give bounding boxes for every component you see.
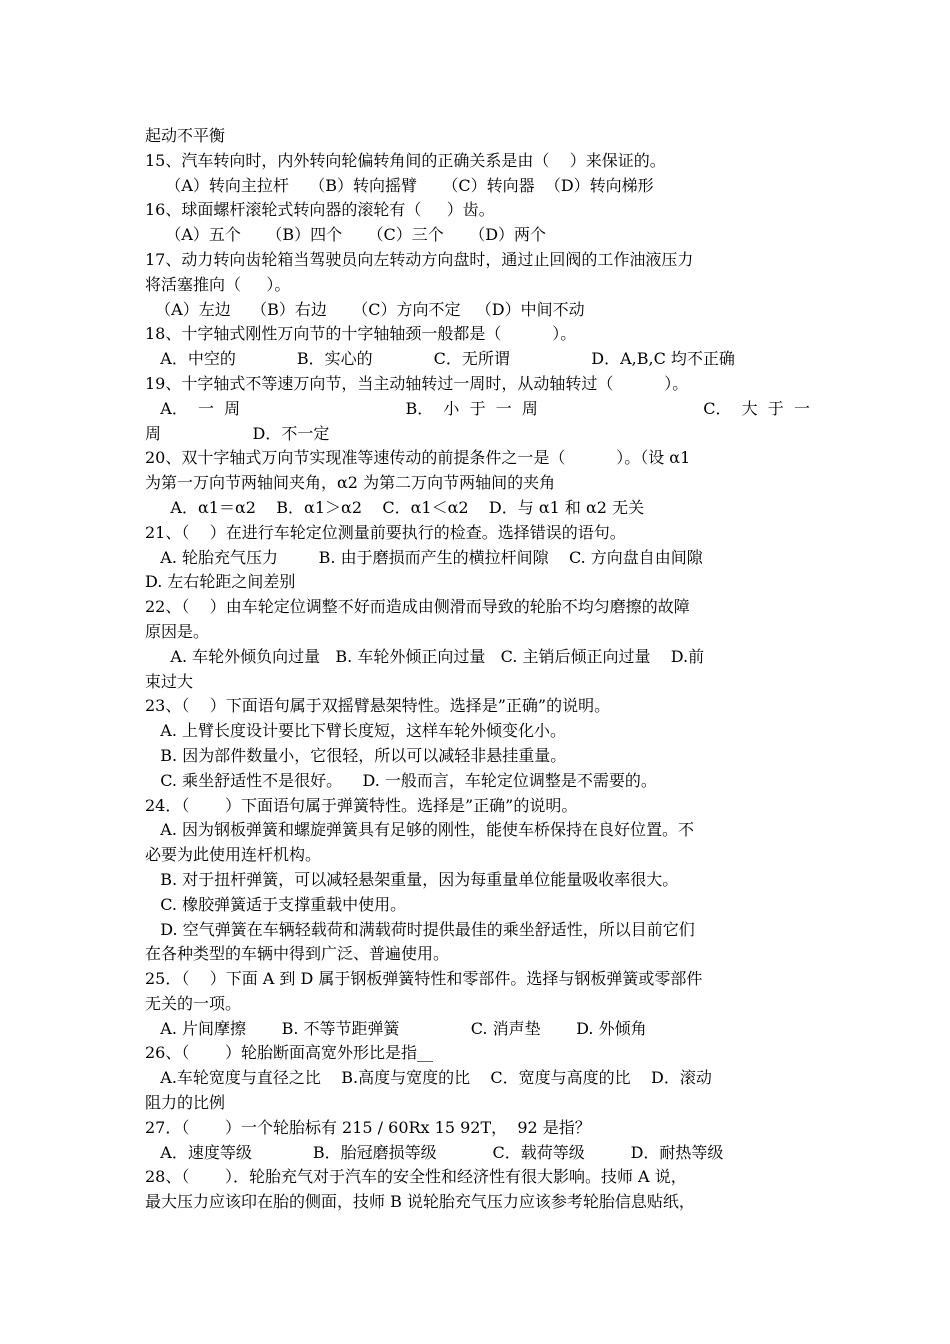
text-line: 17、动力转向齿轮箱当驾驶员向左转动方向盘时，通过止回阀的工作油液压力 [145,249,694,269]
line-segment: A． 一 周 [145,398,241,418]
text-line: 18、十字轴式刚性万向节的十字轴轴颈一般都是（ ）。 [145,324,577,344]
text-line: A. 上臂长度设计要比下臂长度短，这样车轮外倾变化小。 [145,721,566,741]
text-line: 23、（ ）下面语句属于双摇臂悬架特性。选择是”正确”的说明。 [145,696,611,716]
text-line: D. 左右轮距之间差别 [145,572,296,592]
text-line: 周 D．不一定 [145,423,330,443]
text-line: 20、双十字轴式万向节实现准等速传动的前提条件之一是（ ）。（设 α1 [145,448,691,468]
text-line: （A）五个 （B）四个 （C）三个 （D）两个 [145,225,547,245]
line-segment: B． 小 于 一 周 [405,398,538,418]
text-line: 必要为此使用连杆机构。 [145,845,322,865]
text-line: 在各种类型的车辆中得到广泛、普遍使用。 [145,944,450,964]
text-line: 16、球面螺杆滚轮式转向器的滚轮有（ ）齿。 [145,200,495,220]
text-line: B. 对于扭杆弹簧，可以减轻悬架重量，因为每重量单位能量吸收率很大。 [145,869,679,889]
text-line: 起动不平衡 [145,126,226,145]
text-line: 将活塞推向（ ）。 [145,274,291,294]
text-line: A. 因为钢板弹簧和螺旋弹簧具有足够的刚性，能使车桥保持在良好位置。不 [145,820,694,840]
text-line: 15、汽车转向时，内外转向轮偏转角间的正确关系是由（ ）来保证的。 [145,150,666,170]
text-line: 阻力的比例 [145,1093,226,1113]
text-line: A．速度等级 B．胎冠磨损等级 C．载荷等级 D．耐热等级 [145,1142,724,1162]
line-segment: C． 大 于 一 [703,398,810,418]
text-line: 28、（ ）．轮胎充气对于汽车的安全性和经济性有很大影响。技师 A 说， [145,1167,687,1187]
text-line: 19、十字轴式不等速万向节，当主动轴转过一周时，从动轴转过（ ）。 [145,373,689,393]
text-line: C. 乘坐舒适性不是很好。 D. 一般而言，车轮定位调整是不需要的。 [145,770,657,790]
text-line: 25．（ ）下面 A 到 D 属于钢板弹簧特性和零部件。选择与钢板弹簧或零部件 [145,969,703,989]
text-line: 无关的一项。 [145,993,242,1013]
text-line-justified [145,397,810,422]
text-line: 为第一万向节两轴间夹角，α2 为第二万向节两轴间的夹角 [145,473,556,493]
text-line: A．中空的 B．实心的 C．无所谓 D．A,B,C 均不正确 [145,349,735,369]
text-line: 22、（ ）由车轮定位调整不好而造成由侧滑而导致的轮胎不均匀磨擦的故障 [145,597,690,617]
text-line: A.车轮宽度与直径之比 B.高度与宽度的比 C．宽度与高度的比 D．滚动 [145,1068,712,1088]
text-line: 26、（ ）轮胎断面高宽外形比是指__ [145,1043,433,1063]
document-page [145,124,810,1215]
text-line: A. 片间摩擦 B. 不等节距弹簧 C. 消声垫 D. 外倾角 [145,1018,647,1038]
text-line: （A）左边 （B）右边 （C）方向不定 （D）中间不动 [145,299,585,319]
text-line: 21、（ ）在进行车轮定位测量前要执行的检查。选择错误的语句。 [145,522,626,542]
text-line: B. 因为部件数量小，它很轻，所以可以减轻非悬挂重量。 [145,745,567,765]
text-line: 24．（ ）下面语句属于弹簧特性。选择是”正确”的说明。 [145,795,578,815]
text-line: A．α1＝α2 B．α1＞α2 C．α1＜α2 D．与 α1 和 α2 无关 [145,497,645,517]
text-line: 原因是。 [145,621,210,641]
text-line: C. 橡胶弹簧适于支撑重载中使用。 [145,894,407,914]
text-line: A. 轮胎充气压力 B. 由于磨损而产生的横拉杆间隙 C. 方向盘自由间隙 [145,547,703,567]
text-line: A. 车轮外倾负向过量 B. 车轮外倾正向过量 C. 主销后倾正向过量 D.前 [145,646,705,666]
text-line: 最大压力应该印在胎的侧面，技师 B 说轮胎充气压力应该参考轮胎信息贴纸， [145,1192,695,1212]
text-line: 束过大 [145,671,194,691]
text-line: （A）转向主拉杆 （B）转向摇臂 （C）转向器 （D）转向梯形 [145,175,654,195]
text-line: D. 空气弹簧在车辆轻载荷和满载荷时提供最佳的乘坐舒适性，所以目前它们 [145,919,695,939]
text-line: 27．（ ）一个轮胎标有 215 / 60Rx 15 92T， 92 是指？ [145,1117,591,1137]
